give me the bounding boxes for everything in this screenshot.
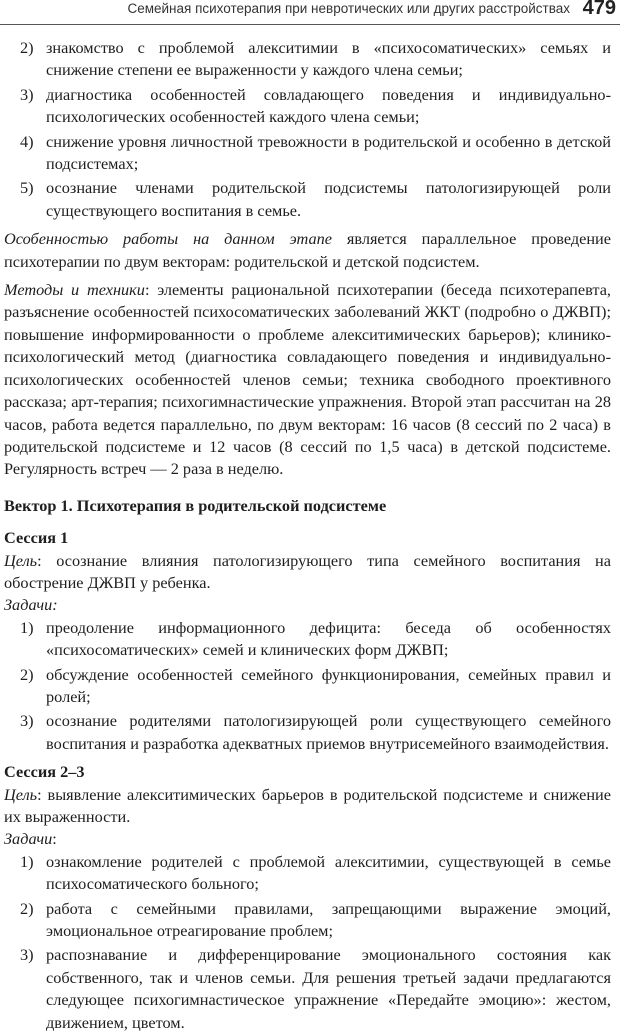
session-1-goal-label: Цель <box>4 550 38 570</box>
list-item-text: снижение уровня личностной тревожности в родительской и особенно в детской подсистемах; <box>46 131 611 174</box>
list-item-number: 2) <box>20 38 34 57</box>
methods-lead: Методы и техники <box>4 280 145 300</box>
session-2-3-tasks-colon: : <box>52 829 57 849</box>
list-item <box>4 37 611 82</box>
running-header-title: Семейная психотерапия при невротических или других расстройствах <box>127 1 570 16</box>
list-item-text: диагностика особенностей совладающего поведения и индивидуально-психологических особенностей каждого члена семьи; <box>46 84 611 127</box>
session-1-goal <box>4 550 611 595</box>
list-item-text: осознание родителями патологизирующей роли существующего семейного воспитания и разработка адекватных приемов внутрисемейного взаимодействия. <box>46 711 611 753</box>
session-1-tasks-label: Задачи: <box>4 595 58 615</box>
list-item-text: обсуждение особенностей семейного функционирования, семейных правил и ролей; <box>46 664 611 706</box>
list-item <box>4 84 611 129</box>
page-body <box>4 37 611 1034</box>
list-item-number: 1) <box>20 617 34 637</box>
list-item-text: осознание членами родительской подсистемы патологизирующей роли существующего воспитания в семье. <box>46 178 611 220</box>
session-2-3-goal <box>4 784 611 829</box>
session-2-3-tasks-label <box>4 828 611 850</box>
feature-text: является параллельное проведение психотерапии по двум векторам: родительской и детской подсистем. <box>4 229 611 271</box>
session-2-3-goal-text: : выявление алекситимических барьеров в родительской подсистеме и снижение их выраженности. <box>4 784 611 826</box>
session-2-3-tasks <box>4 851 611 1034</box>
list-item <box>4 177 611 222</box>
list-item <box>4 131 611 176</box>
list-item-text: распознавание и дифференцирование эмоционального состояния как собственного, так и членов семьи. Для решения третьей задачи предлагаются следующее психогимнастическое упражнение «Передайте эмоцию»: жестом, движением, цветом. <box>46 945 611 1032</box>
list-item <box>4 664 611 709</box>
running-header <box>0 0 620 25</box>
session-2-3-tasks-label-text: Задачи <box>4 829 53 849</box>
list-item-text: работа с семейными правилами, запрещающими выражение эмоций, эмоциональное отреагирование проблем; <box>46 898 611 941</box>
feature-lead: Особенностью работы на данном этапе <box>4 229 332 249</box>
list-item-number: 2) <box>20 664 34 684</box>
methods-paragraph <box>4 279 611 481</box>
list-item-text: преодоление информационного дефицита: беседа об особенностях «психосоматических» семей и клинических форм ДЖВП; <box>46 617 611 660</box>
session-1-goal-text: : осознание влияния патологизирующего типа семейного воспитания на обострение ДЖВП у ребенка. <box>4 550 611 592</box>
session-2-3-goal-label: Цель <box>4 784 38 804</box>
list-item-text: знакомство с проблемой алекситимии в «психосоматических» семьях и снижение степени ее выраженности у каждого члена семьи; <box>46 38 611 80</box>
list-item-number: 2) <box>20 898 34 918</box>
methods-text: : элементы рациональной психотерапии (беседа психотерапевта, разъяснение особенностей психосоматических заболеваний ЖКТ (подробно о ДЖВП); повышение информированности о проблеме алекситимических барьеров); клинико-психологический метод (диагностика совладающего поведения и индивидуально-психологических особенностей членов семьи; техника свободного проективного рассказа; арт-терапия; психогимнастические упражнения. Второй этап рассчитан на 28 часов, работа ведется параллельно, по двум векторам: 16 часов (8 сессий по 2 часа) в родительской подсистеме и 12 часов (8 сессий по 1,5 часа) в детской подсистеме. Регулярность встреч — 2 раза в неделю. <box>4 280 611 479</box>
list-item-text: ознакомление родителей с проблемой алекситимии, существующей в семье психосоматического больного; <box>46 851 611 894</box>
list-item-number: 1) <box>20 851 34 871</box>
session-2-3-title: Сессия 2–3 <box>4 762 85 782</box>
feature-paragraph <box>4 228 611 273</box>
list-item <box>4 851 611 896</box>
list-item-number: 3) <box>20 711 34 731</box>
goals-list <box>4 37 611 222</box>
list-item-number: 3) <box>20 84 34 104</box>
list-item-number: 3) <box>20 945 34 965</box>
list-item <box>4 898 611 943</box>
session-1-tasks <box>4 617 611 755</box>
session-1-title: Сессия 1 <box>4 528 69 548</box>
list-item-number: 5) <box>20 178 34 198</box>
list-item <box>4 944 611 1034</box>
list-item-number: 4) <box>20 131 34 151</box>
list-item <box>4 710 611 755</box>
page-number: 479 <box>582 0 616 19</box>
list-item <box>4 617 611 662</box>
vector-heading: Вектор 1. Психотерапия в родительской подсистеме <box>4 495 387 515</box>
